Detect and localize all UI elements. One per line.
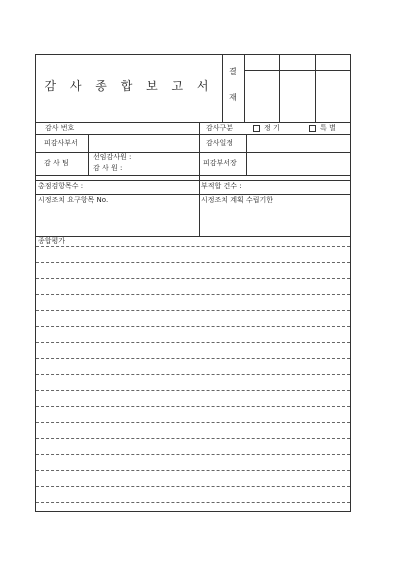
approval-divider (244, 55, 245, 122)
audit-team-label: 감 사 팀 (44, 159, 69, 167)
grid-line (36, 180, 350, 181)
approval-divider (279, 55, 280, 122)
grid-line (36, 175, 350, 176)
writing-line (36, 278, 350, 279)
writing-line (36, 246, 350, 247)
special-checkbox[interactable] (309, 125, 316, 132)
corrective-plan-label: 시정조치 계획 수립기한 (201, 196, 274, 204)
writing-line (36, 438, 350, 439)
writing-line (36, 326, 350, 327)
approval-divider (315, 55, 316, 122)
nonconformity-count-label: 부적합 건수 : (201, 182, 242, 190)
audit-number-label: 감사 번호 (45, 124, 75, 132)
approval-label-top: 결 (229, 67, 237, 76)
writing-line (36, 374, 350, 375)
writing-line (36, 486, 350, 487)
grid-line (36, 236, 350, 237)
writing-line (36, 262, 350, 263)
audit-schedule-label: 감사일정 (206, 139, 234, 147)
writing-line (36, 294, 350, 295)
dept-head-label: 피감부서장 (203, 159, 237, 167)
writing-line (36, 422, 350, 423)
overall-evaluation-label: 종합평가 (38, 237, 66, 245)
special-option-label: 특 별 (320, 124, 336, 132)
audited-department-label: 피감사부서 (44, 139, 78, 147)
writing-line (36, 502, 350, 503)
writing-line (36, 470, 350, 471)
grid-line (36, 152, 350, 153)
audit-report-form (35, 54, 351, 512)
corrective-items-label: 시정조치 요구항목 No. (38, 196, 109, 204)
writing-line (36, 342, 350, 343)
approval-label-bottom: 재 (229, 93, 237, 102)
grid-line (36, 194, 350, 195)
writing-line (36, 454, 350, 455)
lead-auditor-label: 선임감사원 : (93, 153, 132, 161)
grid-line (88, 134, 89, 175)
writing-line (36, 310, 350, 311)
page-title: 감 사 종 합 보 고 서 (44, 79, 214, 93)
regular-option-label: 정 기 (264, 124, 280, 132)
writing-line (36, 406, 350, 407)
total-items-label: 총점검항목수 : (38, 182, 84, 190)
audit-type-regular-option[interactable] (253, 122, 280, 134)
auditor-label: 감 사 원 : (93, 164, 123, 172)
approval-divider (222, 55, 223, 122)
grid-line (246, 134, 247, 175)
audit-type-special-option[interactable] (309, 122, 336, 134)
grid-line (199, 122, 200, 236)
writing-line (36, 358, 350, 359)
writing-line (36, 390, 350, 391)
audit-type-label: 감사구분 (206, 124, 234, 132)
regular-checkbox[interactable] (253, 125, 260, 132)
grid-line (36, 122, 350, 123)
approval-header-line (244, 70, 350, 71)
grid-line (36, 134, 350, 135)
